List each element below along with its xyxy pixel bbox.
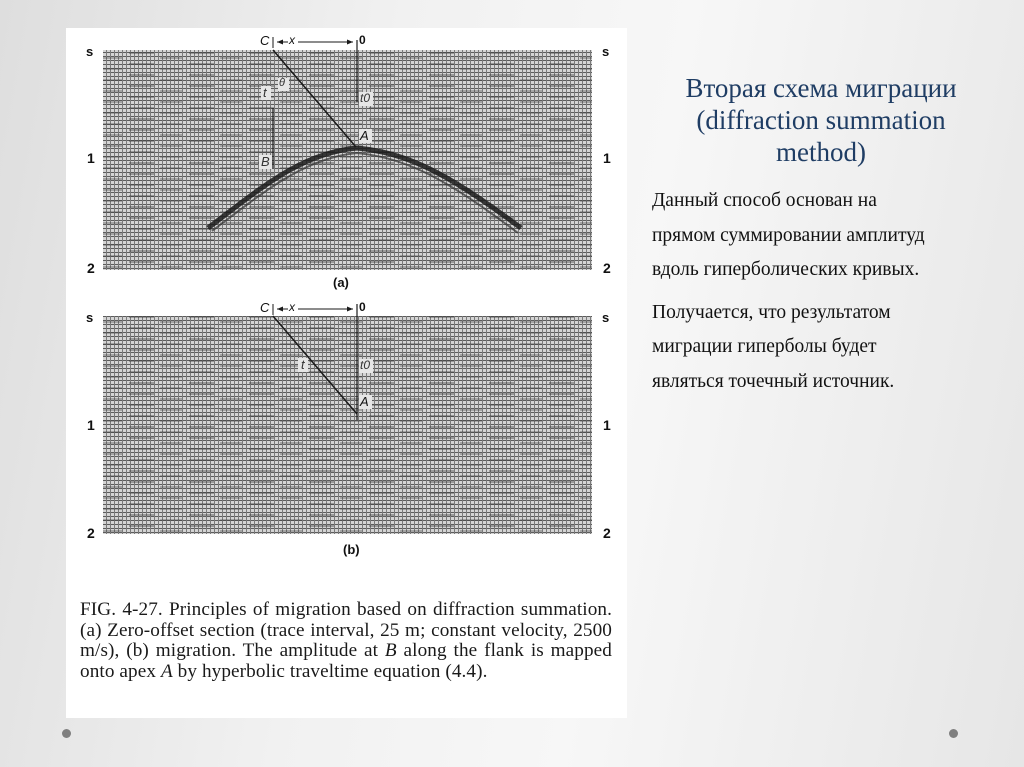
caption-text-2: along the flank is mapped onto apex — [80, 640, 612, 682]
panel-label-b: (b) — [343, 542, 360, 557]
marker-c-b: C — [260, 300, 270, 315]
slide-body — [652, 184, 1002, 407]
marker-a-a: A — [360, 128, 369, 143]
bottom-right-dot — [949, 729, 958, 738]
marker-zero-a: 0 — [359, 33, 366, 47]
marker-b-a: B — [261, 154, 270, 169]
paragraph-2-line-1: Получается, что результатом — [652, 301, 891, 323]
bottom-left-dot — [62, 729, 71, 738]
marker-x-b: x — [289, 300, 295, 314]
caption-text-3: by hyperbolic traveltime equation (4.4). — [172, 660, 488, 682]
axis-left-s-b: s — [86, 310, 94, 325]
slide-title — [648, 72, 994, 168]
title-line-2: (diffraction summation — [696, 105, 946, 135]
axis-right-2-a: 2 — [603, 260, 611, 276]
axis-right-1-b: 1 — [603, 417, 611, 433]
marker-theta-a: θ — [279, 77, 285, 89]
seismic-sections-diagram — [66, 28, 627, 598]
section-b — [103, 304, 592, 534]
title-line-1: Вторая схема миграции — [685, 73, 957, 103]
axis-left-2-b: 2 — [87, 525, 95, 541]
marker-x-a: x — [289, 33, 295, 47]
axis-left-2-a: 2 — [87, 260, 95, 276]
caption-text-1: FIG. 4-27. Principles of migration based on diffraction summation. (a) Zero-offset section (trace interval, 25 m; constant velocity, 2500 m/s), (b) migration. The amplitude at — [80, 599, 612, 661]
paragraph-1 — [652, 184, 1002, 288]
marker-t0-a: t0 — [360, 91, 371, 105]
axis-right-1-a: 1 — [603, 150, 611, 166]
figure-image — [66, 28, 627, 718]
axis-left-1-b: 1 — [87, 417, 95, 433]
marker-a-b: A — [360, 394, 369, 409]
marker-c-a: C — [260, 33, 270, 48]
axis-right-s-b: s — [602, 310, 610, 325]
marker-zero-b: 0 — [359, 300, 366, 314]
marker-t-b: t — [301, 357, 305, 372]
caption-b: B — [384, 640, 397, 661]
panel-label-a: (a) — [333, 275, 349, 290]
axis-right-2-b: 2 — [603, 525, 611, 541]
paragraph-1-line-2: прямом суммировании амплитуд — [652, 224, 925, 246]
paragraph-2-line-2: миграции гиперболы будет — [652, 336, 877, 357]
section-a — [103, 37, 592, 270]
axis-right-s-a: s — [602, 44, 610, 59]
axis-left-s-a: s — [86, 44, 94, 59]
paragraph-2 — [652, 296, 1002, 400]
paragraph-1-line-1: Данный способ основан на — [652, 190, 877, 211]
figure-caption — [80, 600, 612, 682]
paragraph-1-line-3: вдоль гиперболических кривых. — [652, 259, 920, 280]
paragraph-2-line-3: являться точечный источник. — [652, 370, 895, 392]
axis-left-1-a: 1 — [87, 150, 95, 166]
title-line-3: method) — [776, 137, 866, 167]
marker-t0-b: t0 — [360, 358, 371, 372]
marker-t-a: t — [263, 85, 267, 100]
caption-a: A — [160, 660, 173, 682]
